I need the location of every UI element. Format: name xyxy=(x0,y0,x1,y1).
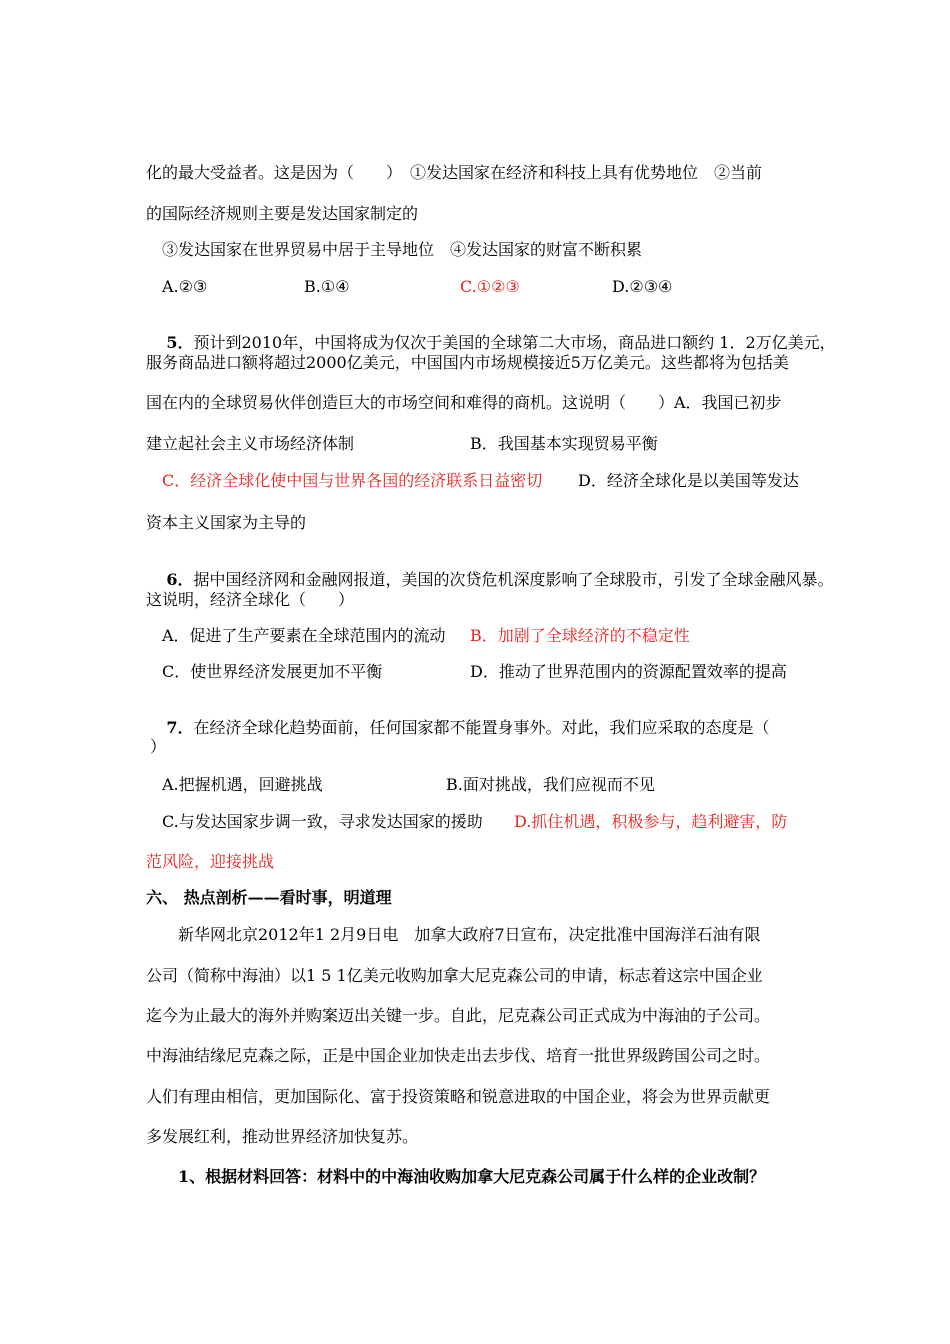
q7-line-1 xyxy=(146,698,770,758)
section-heading: 六、 热点剖析——看时事，明道理 xyxy=(146,888,392,907)
q5-line-3: 国在内的全球贸易伙伴创造巨大的市场空间和难得的商机。这说明（ ）A．我国已初步 xyxy=(146,393,782,412)
news-para-line-3: 迄今为止最大的海外并购案迈出关键一步。自此，尼克森公司正式成为中海油的子公司。 xyxy=(146,1006,771,1025)
q7-line-2: ） xyxy=(150,737,167,756)
q4-option-a: A.②③ xyxy=(162,277,208,296)
q4-line-2: 的国际经济规则主要是发达国家制定的 xyxy=(146,204,419,223)
q5-line-4: 建立起社会主义市场经济体制 xyxy=(146,434,355,453)
news-para-line-2: 公司（简称中海油）以1 5 1亿美元收购加拿大尼克森公司的申请，标志着这宗中国企业 xyxy=(146,966,763,985)
q7-option-d-continued: 范风险，迎接挑战 xyxy=(146,852,275,871)
q5-line-2: 服务商品进口额将超过2000亿美元，中国国内市场规模接近5万亿美元。这些都将为包括美 xyxy=(146,353,789,372)
analysis-question-1: 1、根据材料回答：材料中的中海油收购加拿大尼克森公司属于什么样的企业改制？ xyxy=(178,1167,766,1186)
q5-option-d: D．经济全球化是以美国等发达 xyxy=(578,471,799,490)
q7-number: 7． xyxy=(166,718,194,737)
q4-line-3: ③发达国家在世界贸易中居于主导地位 ④发达国家的财富不断积累 xyxy=(162,240,643,259)
q6-option-c: C．使世界经济发展更加不平衡 xyxy=(162,662,383,681)
q6-line-2: 这说明，经济全球化（ ） xyxy=(146,590,355,609)
q6-text-1: 据中国经济网和金融网报道，美国的次贷危机深度影响了全球股市，引发了全球金融风暴。 xyxy=(193,570,834,589)
q6-option-b-answer: B．加剧了全球经济的不稳定性 xyxy=(470,626,690,645)
q7-option-d-answer: D.抓住机遇，积极参与，趋利避害，防 xyxy=(514,812,788,831)
q4-option-c-answer: C.①②③ xyxy=(460,277,520,296)
q7-option-b: B.面对挑战，我们应视而不见 xyxy=(446,775,655,794)
q6-option-d: D．推动了世界范围内的资源配置效率的提高 xyxy=(470,662,787,681)
q6-number: 6． xyxy=(166,570,194,589)
q6-option-a: A．促进了生产要素在全球范围内的流动 xyxy=(162,626,446,645)
q4-option-b: B.①④ xyxy=(304,277,350,296)
news-para-line-6: 多发展红利，推动世界经济加快复苏。 xyxy=(146,1127,419,1146)
q4-option-d: D.②③④ xyxy=(612,277,673,296)
q5-option-b: B．我国基本实现贸易平衡 xyxy=(470,434,658,453)
q7-option-c: C.与发达国家步调一致，寻求发达国家的援助 xyxy=(162,812,483,831)
q7-text-1: 在经济全球化趋势面前，任何国家都不能置身事外。对此，我们应采取的态度是（ xyxy=(193,718,770,737)
q4-line-1: 化的最大受益者。这是因为（ ） ①发达国家在经济和科技上具有优势地位 ②当前 xyxy=(146,163,763,182)
q5-line-6: 资本主义国家为主导的 xyxy=(146,513,307,532)
q5-option-c-answer: C．经济全球化使中国与世界各国的经济联系日益密切 xyxy=(162,471,543,490)
news-para-line-1: 新华网北京2012年1 2月9日电 加拿大政府7日宣布，决定批准中国海洋石油有限 xyxy=(178,925,761,944)
q5-number: 5． xyxy=(166,333,194,352)
news-para-line-5: 人们有理由相信，更加国际化、富于投资策略和锐意进取的中国企业，将会为世界贡献更 xyxy=(146,1087,771,1106)
q7-option-a: A.把握机遇，回避挑战 xyxy=(162,775,323,794)
news-para-line-4: 中海油结缘尼克森之际，正是中国企业加快走出去步伐、培育一批世界级跨国公司之时。 xyxy=(146,1046,771,1065)
q5-text-1: 预计到2010年，中国将成为仅次于美国的全球第二大市场，商品进口额约 1．2万亿美元， xyxy=(193,333,836,352)
